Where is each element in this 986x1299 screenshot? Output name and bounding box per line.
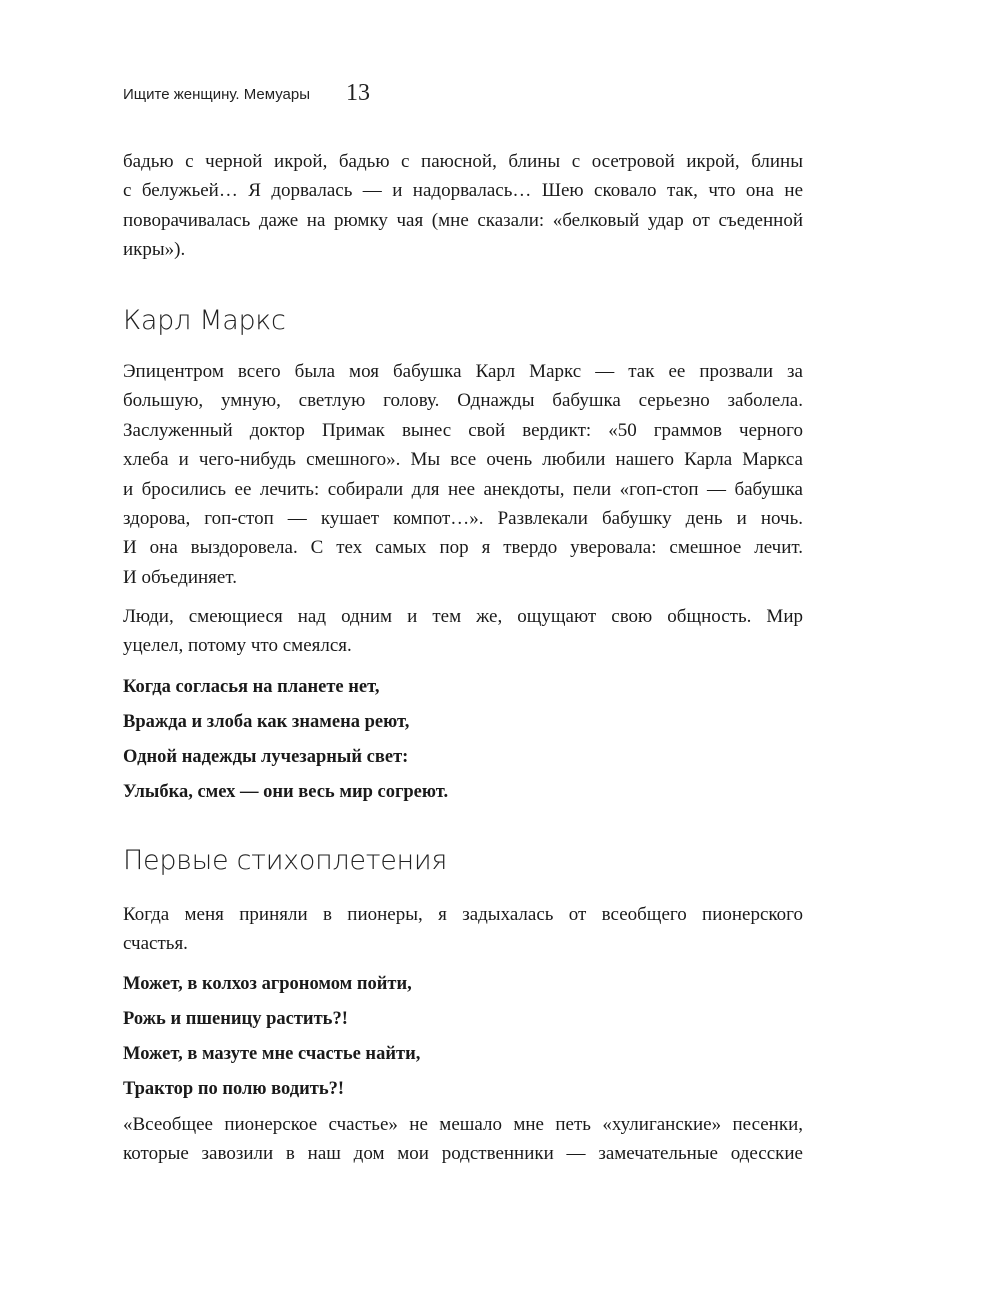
section-heading: Карл Маркс: [123, 305, 286, 336]
verse-line: Когда согласья на планете нет,: [123, 677, 380, 697]
text-line: с белужьей… Я дорвалась — и надорвалась… Шею сковало так, что она не: [123, 180, 803, 202]
verse-line: Трактор по полю водить?!: [123, 1079, 345, 1099]
text-line: бадью с черной икрой, бадью с паюсной, блины с осетровой икрой, блины: [123, 151, 803, 172]
paragraph: [123, 900, 803, 959]
verse-line: Может, в мазуте мне счастье найти,: [123, 1044, 421, 1064]
text-line: И она выздоровела. С тех самых пор я твердо уверовала: смешное лечит.: [123, 537, 803, 559]
running-title: Ищите женщину. Мемуары: [123, 86, 310, 103]
text-line: И объединяет.: [123, 566, 237, 588]
verse-line: Вражда и злоба как знамена реют,: [123, 712, 410, 732]
paragraph: [123, 357, 803, 592]
verse: [123, 670, 448, 810]
verse-line: Может, в колхоз агрономом пойти,: [123, 974, 412, 994]
verse: [123, 967, 420, 1107]
text-line: Эпицентром всего была моя бабушка Карл Маркс — так ее прозвали за: [123, 361, 803, 382]
text-line: Заслуженный доктор Примак вынес свой вердикт: «50 граммов черного: [123, 419, 803, 441]
text-line: счастья.: [123, 933, 188, 955]
verse-line: Рожь и пшеницу растить?!: [123, 1009, 348, 1029]
paragraph: [123, 602, 803, 661]
text-line: здорова, гоп-стоп — кушает компот…». Развлекали бабушку день и ночь.: [123, 508, 803, 530]
text-line: «Всеобщее пионерское счастье» не мешало мне петь «хулиганские» песенки,: [123, 1114, 803, 1135]
text-line: хлеба и чего-нибудь смешного». Мы все очень любили нашего Карла Маркса: [123, 449, 803, 471]
section-heading: Первые стихоплетения: [123, 845, 448, 876]
paragraph: [123, 147, 803, 265]
text-line: уцелел, потому что смеялся.: [123, 635, 352, 657]
text-line: которые завозили в наш дом мои родственники — замечательные одесские: [123, 1143, 803, 1165]
text-line: Когда меня приняли в пионеры, я задыхалась от всеобщего пионерского: [123, 904, 803, 925]
text-line: большую, умную, светлую голову. Однажды бабушка серьезно заболела.: [123, 390, 803, 412]
page-number: 13: [346, 80, 370, 106]
verse-line: Одной надежды лучезарный свет:: [123, 747, 409, 767]
paragraph: [123, 1110, 803, 1169]
text-line: поворачивалась даже на рюмку чая (мне сказали: «белковый удар от съеденной: [123, 209, 803, 231]
text-line: Люди, смеющиеся над одним и тем же, ощущают свою общность. Мир: [123, 606, 803, 627]
verse-line: Улыбка, смех — они весь мир согреют.: [123, 782, 449, 802]
text-line: икры»).: [123, 239, 186, 261]
text-line: и бросились ее лечить: собирали для нее анекдоты, пели «гоп-стоп — бабушка: [123, 478, 803, 500]
